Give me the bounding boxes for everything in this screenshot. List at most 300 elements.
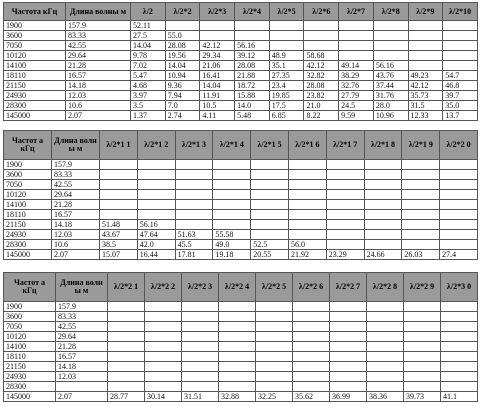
multiple-cell [326,180,364,190]
multiple-cell: 42.0 [137,240,175,250]
frequency-cell: 1900 [4,21,66,31]
wavelength-cell: 16.57 [56,352,108,362]
table-row [4,21,478,31]
multiple-cell [364,210,402,220]
column-header: λ/2*2 4 [219,273,256,302]
multiple-cell [213,160,251,170]
wavelength-cell: 157.9 [56,302,108,312]
multiple-cell [402,160,440,170]
multiple-cell [182,302,219,312]
multiple-cell [269,31,304,41]
multiple-cell [100,190,138,200]
column-header: Частот а кГц [4,131,52,160]
frequency-cell: 24930 [4,230,52,240]
multiple-cell: 43.76 [373,71,408,81]
multiple-cell: 19.18 [213,250,251,260]
wavelength-cell: 157.9 [52,160,100,170]
frequency-cell: 14100 [4,200,52,210]
multiple-cell [256,362,293,372]
multiple-cell: 9.36 [165,81,200,91]
multiple-cell [251,190,289,200]
multiple-cell [330,302,367,312]
multiple-cell: 3.5 [131,101,166,111]
multiple-cell [304,21,339,31]
multiple-cell: 28.08 [235,61,270,71]
multiple-cell [137,210,175,220]
multiple-cell: 16.44 [137,250,175,260]
multiple-cell: 7.0 [165,101,200,111]
table-row [4,392,478,402]
table-row [4,61,478,71]
wavelength-cell: 2.07 [56,392,108,402]
multiple-cell [402,200,440,210]
multiple-cell: 27.35 [269,71,304,81]
table-row [4,302,478,312]
multiple-cell: 48.9 [269,51,304,61]
wavelength-cell: 12.03 [52,230,100,240]
multiple-cell [293,382,330,392]
table-row [4,71,478,81]
column-header: λ/2*7 [339,3,374,21]
multiple-cell: 55.0 [165,31,200,41]
multiple-cell [288,200,326,210]
multiple-cell: 19.85 [269,91,304,101]
multiple-cell [182,322,219,332]
frequency-cell: 7050 [4,180,52,190]
wavelength-cell: 2.07 [52,250,100,260]
multiple-cell [364,240,402,250]
wavelength-cell: 83.33 [52,170,100,180]
multiple-cell [145,322,182,332]
multiple-cell [408,31,443,41]
table-row [4,352,478,362]
table-row [4,322,478,332]
column-header: λ/2*2 [165,3,200,21]
multiple-cell: 28.0 [373,101,408,111]
multiple-cell [100,170,138,180]
frequency-cell: 18110 [4,210,52,220]
multiple-cell: 35.0 [443,101,478,111]
multiple-cell [404,372,441,382]
multiple-cell [100,200,138,210]
column-header: λ/2*6 [304,3,339,21]
multiple-cell [108,302,145,312]
multiple-cell [404,382,441,392]
multiple-cell [200,21,235,31]
multiple-cell [288,190,326,200]
table-row [4,342,478,352]
table-row [4,160,478,170]
table-row [4,312,478,322]
multiple-cell [165,21,200,31]
multiple-cell [293,342,330,352]
multiple-cell: 17.81 [175,250,213,260]
multiple-cell [137,160,175,170]
table-row [4,190,478,200]
column-header: λ/2*1 2 [137,131,175,160]
column-header: λ/2*5 [269,3,304,21]
multiple-cell: 24.66 [364,250,402,260]
multiple-cell [108,362,145,372]
multiple-cell [402,170,440,180]
multiple-cell [219,382,256,392]
multiple-cell: 21.0 [304,101,339,111]
multiple-cell: 39.12 [235,51,270,61]
wavelength-cell: 12.03 [56,372,108,382]
wavelength-table-2 [3,130,478,260]
multiple-cell [256,342,293,352]
multiple-cell [175,190,213,200]
multiple-cell [367,352,404,362]
multiple-cell [219,322,256,332]
wavelength-cell: 16.57 [52,210,100,220]
frequency-cell: 18110 [4,71,66,81]
multiple-cell [213,180,251,190]
wavelength-cell: 29.64 [52,190,100,200]
table-row [4,372,478,382]
multiple-cell [108,352,145,362]
multiple-cell [219,302,256,312]
multiple-cell [367,342,404,352]
multiple-cell [326,200,364,210]
multiple-cell [440,220,478,230]
multiple-cell [108,382,145,392]
multiple-cell [404,362,441,372]
multiple-cell [288,160,326,170]
wavelength-cell: 42.55 [56,322,108,332]
multiple-cell [402,190,440,200]
multiple-cell [330,382,367,392]
multiple-cell [367,312,404,322]
multiple-cell [251,230,289,240]
multiple-cell [440,240,478,250]
multiple-cell [443,61,478,71]
table-row [4,180,478,190]
multiple-cell [408,51,443,61]
multiple-cell: 19.56 [165,51,200,61]
multiple-cell [235,31,270,41]
multiple-cell: 36.99 [330,392,367,402]
frequency-cell: 3600 [4,312,56,322]
multiple-cell: 37.44 [373,81,408,91]
multiple-cell: 42.12 [408,81,443,91]
multiple-cell [145,342,182,352]
multiple-cell: 39.7 [443,91,478,101]
wavelength-cell: 10.6 [52,240,100,250]
multiple-cell [145,302,182,312]
multiple-cell [108,322,145,332]
multiple-cell [404,312,441,322]
multiple-cell [256,322,293,332]
wavelength-cell: 42.55 [66,41,131,51]
table-row [4,240,478,250]
multiple-cell [175,170,213,180]
multiple-cell: 4.68 [131,81,166,91]
multiple-cell: 32.76 [339,81,374,91]
column-header: Длина волн ы м [52,131,100,160]
multiple-cell: 15.07 [100,250,138,260]
multiple-cell: 52.5 [251,240,289,250]
multiple-cell [304,41,339,51]
multiple-cell [373,31,408,41]
multiple-cell [404,302,441,312]
multiple-cell [443,51,478,61]
multiple-cell [182,312,219,322]
multiple-cell [408,41,443,51]
multiple-cell [373,41,408,51]
multiple-cell: 38.5 [100,240,138,250]
multiple-cell [326,230,364,240]
multiple-cell [108,372,145,382]
multiple-cell [364,200,402,210]
multiple-cell [408,61,443,71]
multiple-cell [288,210,326,220]
multiple-cell: 51.63 [175,230,213,240]
multiple-cell: 49.23 [408,71,443,81]
multiple-cell: 3.97 [131,91,166,101]
frequency-cell: 7050 [4,322,56,332]
multiple-cell [288,170,326,180]
multiple-cell [182,362,219,372]
multiple-cell: 28.08 [304,81,339,91]
multiple-cell [219,342,256,352]
multiple-cell [256,312,293,322]
table-row [4,200,478,210]
multiple-cell [213,170,251,180]
table-row [4,51,478,61]
multiple-cell [256,332,293,342]
multiple-cell: 5.48 [235,111,270,121]
multiple-cell [339,41,374,51]
multiple-cell [441,372,478,382]
multiple-cell [256,372,293,382]
multiple-cell: 31.76 [373,91,408,101]
multiple-cell: 8.22 [304,111,339,121]
multiple-cell [175,220,213,230]
multiple-cell [235,21,270,31]
multiple-cell [440,210,478,220]
column-header: Длина волн ы м [56,273,108,302]
wavelength-table-3 [3,272,478,402]
multiple-cell [404,322,441,332]
column-header: λ/2*1 3 [175,131,213,160]
multiple-cell: 27.79 [339,91,374,101]
multiple-cell [213,220,251,230]
multiple-cell [330,332,367,342]
table-row [4,170,478,180]
column-header: λ/2*8 [373,3,408,21]
multiple-cell: 7.94 [165,91,200,101]
multiple-cell: 23.4 [269,81,304,91]
multiple-cell: 49.0 [213,240,251,250]
multiple-cell [175,160,213,170]
table-row [4,230,478,240]
table-row [4,41,478,51]
multiple-cell [293,312,330,322]
frequency-cell: 24930 [4,91,66,101]
multiple-cell: 56.16 [137,220,175,230]
frequency-cell: 21150 [4,81,66,91]
multiple-cell [137,200,175,210]
multiple-cell [137,190,175,200]
multiple-cell [200,31,235,41]
multiple-cell: 42.12 [200,41,235,51]
column-header: λ/2*1 6 [288,131,326,160]
frequency-cell: 7050 [4,41,66,51]
multiple-cell [364,190,402,200]
multiple-cell: 54.7 [443,71,478,81]
multiple-cell: 20.55 [251,250,289,260]
multiple-cell [182,372,219,382]
column-header: λ/2*2 7 [330,273,367,302]
frequency-cell: 28300 [4,101,66,111]
multiple-cell [145,362,182,372]
table-row [4,101,478,111]
multiple-cell [108,332,145,342]
multiple-cell: 52.11 [131,21,166,31]
column-header: λ/2*3 [200,3,235,21]
multiple-cell: 14.04 [131,41,166,51]
multiple-cell [404,352,441,362]
multiple-cell: 32.82 [304,71,339,81]
multiple-cell [100,210,138,220]
multiple-cell [440,180,478,190]
wavelength-cell: 29.64 [66,51,131,61]
wavelength-cell: 21.28 [56,342,108,352]
frequency-cell: 10120 [4,332,56,342]
multiple-cell [251,220,289,230]
multiple-cell [402,220,440,230]
multiple-cell [219,372,256,382]
column-header: Частот а кГц [4,273,56,302]
column-header: λ/2*2 9 [404,273,441,302]
multiple-cell: 5.47 [131,71,166,81]
multiple-cell [269,41,304,51]
multiple-cell: 28.08 [165,41,200,51]
multiple-cell [256,382,293,392]
multiple-cell [108,312,145,322]
multiple-cell [367,302,404,312]
wavelength-cell: 42.55 [52,180,100,190]
multiple-cell: 23.82 [304,91,339,101]
multiple-cell [364,170,402,180]
frequency-cell: 28300 [4,240,52,250]
multiple-cell [339,51,374,61]
multiple-cell [330,362,367,372]
multiple-cell: 23.29 [326,250,364,260]
multiple-cell [182,332,219,342]
header-row [4,3,478,21]
multiple-cell [175,180,213,190]
multiple-cell [145,312,182,322]
multiple-cell: 56.16 [235,41,270,51]
wavelength-cell: 83.33 [66,31,131,41]
column-header: λ/2*1 7 [326,131,364,160]
multiple-cell: 27.5 [131,31,166,41]
multiple-cell: 21.92 [288,250,326,260]
multiple-cell [367,382,404,392]
multiple-cell [326,240,364,250]
multiple-cell: 9.78 [131,51,166,61]
multiple-cell: 29.34 [200,51,235,61]
column-header: λ/2 [131,3,166,21]
multiple-cell [402,210,440,220]
multiple-cell [441,312,478,322]
multiple-cell [402,240,440,250]
multiple-cell [293,302,330,312]
multiple-cell [145,372,182,382]
multiple-cell [339,21,374,31]
multiple-cell [330,352,367,362]
multiple-cell [440,200,478,210]
wavelength-cell: 2.07 [66,111,131,121]
multiple-cell [443,21,478,31]
column-header: λ/2*2 0 [440,131,478,160]
multiple-cell: 35.1 [269,61,304,71]
multiple-cell: 51.48 [100,220,138,230]
multiple-cell: 43.67 [100,230,138,240]
multiple-cell: 39.73 [404,392,441,402]
table-row [4,382,478,392]
multiple-cell: 38.36 [367,392,404,402]
column-header: λ/2*10 [443,3,478,21]
multiple-cell [219,332,256,342]
multiple-cell [175,210,213,220]
column-header: λ/2*2 6 [293,273,330,302]
multiple-cell [373,51,408,61]
table-row [4,91,478,101]
multiple-cell [404,342,441,352]
multiple-cell [441,322,478,332]
multiple-cell: 32.25 [256,392,293,402]
wavelength-cell: 83.33 [56,312,108,322]
frequency-cell: 24930 [4,372,56,382]
column-header: λ/2*4 [235,3,270,21]
multiple-cell [326,170,364,180]
multiple-cell: 56.0 [288,240,326,250]
multiple-cell [269,21,304,31]
multiple-cell [213,210,251,220]
multiple-cell [251,210,289,220]
frequency-cell: 21150 [4,220,52,230]
column-header: λ/2*1 4 [213,131,251,160]
multiple-cell: 58.68 [304,51,339,61]
multiple-cell [213,190,251,200]
multiple-cell [304,31,339,41]
table-row [4,31,478,41]
multiple-cell: 10.94 [165,71,200,81]
multiple-cell: 35.62 [293,392,330,402]
multiple-cell: 17.5 [269,101,304,111]
multiple-cell [443,41,478,51]
column-header: λ/2*2 2 [145,273,182,302]
multiple-cell: 28.77 [108,392,145,402]
multiple-cell [293,322,330,332]
multiple-cell [441,332,478,342]
multiple-cell [326,210,364,220]
multiple-cell: 10.96 [373,111,408,121]
multiple-cell [330,372,367,382]
frequency-cell: 3600 [4,31,66,41]
multiple-cell [441,352,478,362]
multiple-cell: 21.88 [235,71,270,81]
multiple-cell: 26.03 [402,250,440,260]
multiple-cell [441,302,478,312]
multiple-cell: 41.1 [441,392,478,402]
frequency-cell: 28300 [4,382,56,392]
multiple-cell [339,31,374,41]
column-header: λ/2*1 9 [402,131,440,160]
